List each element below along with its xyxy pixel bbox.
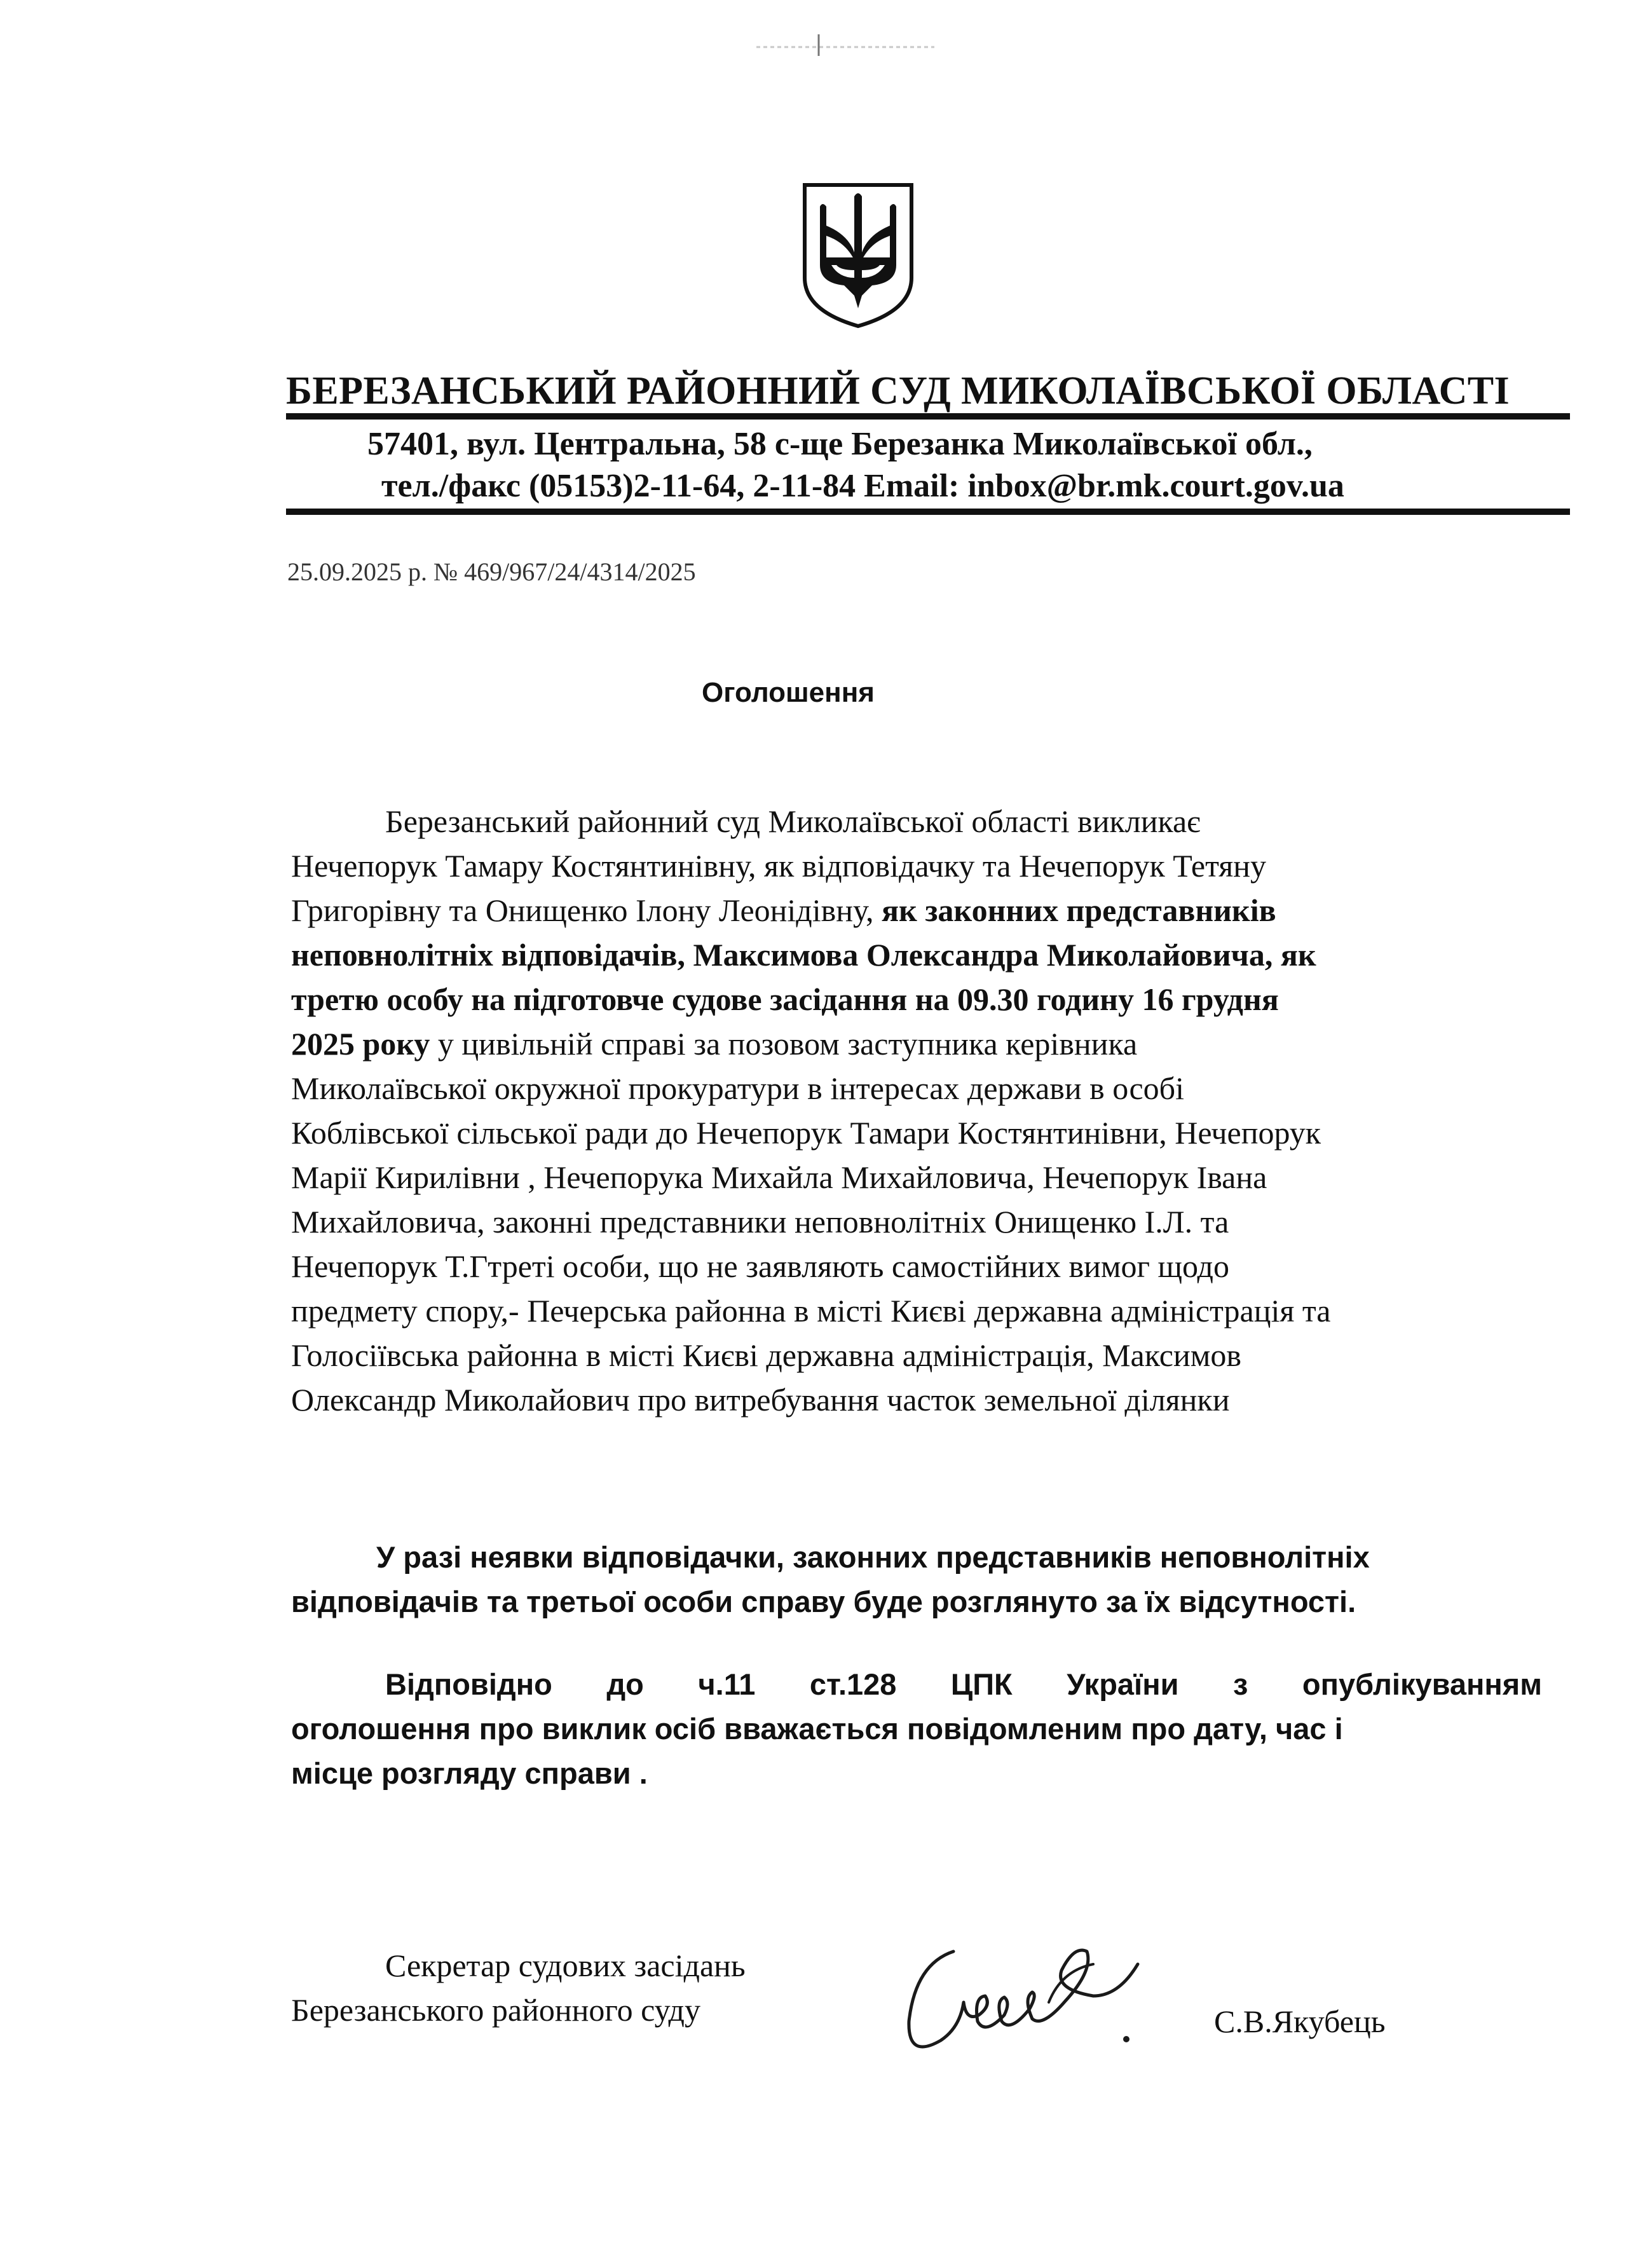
scan-artifact [750,33,941,58]
body-line: Нечепорук Тамару Костянтинівну, як відповідачку та Нечепорук Тетяну [291,848,1267,884]
notice-line: оголошення про виклик осіб вважається повідомленим про дату, час і [291,1712,1343,1745]
notice-line: місце розгляду справи . [291,1756,648,1790]
trident-emblem-icon [801,181,915,329]
header-rule-top [286,413,1570,420]
body-line: Голосіївська районна в місті Києві державна адміністрація, Максимов [291,1337,1241,1373]
body-text: у цивільній справі за позовом заступника керівника [430,1026,1138,1062]
body-line: третю особу на підготовче судове засідання на 09.30 годину 16 грудня [291,981,1279,1017]
body-text-bold: як законних представників [881,892,1276,928]
signatory-name: С.В.Якубець [1214,2004,1386,2039]
handwritten-signature [903,1926,1201,2072]
court-name: БЕРЕЗАНСЬКИЙ РАЙОННИЙ СУД МИКОЛАЇВСЬКОЇ ОБЛАСТІ [286,369,1510,413]
body-line: Березанський районний суд Миколаївської області викликає [385,803,1201,839]
warning-line: У разі неявки відповідачки, законних представників неповнолітніх [376,1540,1370,1574]
signatory-position: Секретар судових засідань [385,1948,746,1983]
court-address: 57401, вул. Центральна, 58 с-ще Березанка Миколаївської обл., [367,426,1313,462]
warning-line: відповідачів та третьої особи справу буде розглянуто за їх відсутності. [291,1585,1356,1618]
body-line [291,891,1276,929]
body-line: Нечепорук Т.Гтреті особи, що не заявляють самостійних вимог щодо [291,1248,1230,1284]
page-title: Оголошення [702,677,875,708]
court-contacts: тел./факс (05153)2-11-64, 2-11-84 Email: inbox@br.mk.court.gov.ua [381,468,1344,504]
header-rule-bottom [286,509,1570,515]
body-line: Олександр Миколайович про витребування часток земельної ділянки [291,1382,1230,1418]
notice-line: Відповідно до ч.11 ст.128 ЦПК України з опублікуванням [385,1667,1542,1701]
body-line: неповнолітніх відповідачів, Максимова Олександра Миколайовича, як [291,937,1316,973]
body-line: Коблівської сільської ради до Нечепорук Тамари Костянтинівни, Нечепорук [291,1115,1321,1151]
body-line: Марії Кирилівни , Нечепорука Михайла Михайловича, Нечепорук Івана [291,1159,1267,1195]
body-text-bold: 2025 року [291,1026,430,1062]
body-line [291,1025,1137,1063]
document-reference: 25.09.2025 р. № 469/967/24/4314/2025 [287,557,696,586]
body-text: Григорівну та Онищенко Ілону Леонідівну, [291,892,882,928]
signatory-court: Березанського районного суду [291,1992,700,2028]
body-line: предмету спору,- Печерська районна в місті Києві державна адміністрація та [291,1293,1331,1329]
body-line: Михайловича, законні представники неповнолітніх Онищенко І.Л. та [291,1204,1229,1240]
body-line: Миколаївської окружної прокуратури в інтересах держави в особі [291,1070,1185,1106]
